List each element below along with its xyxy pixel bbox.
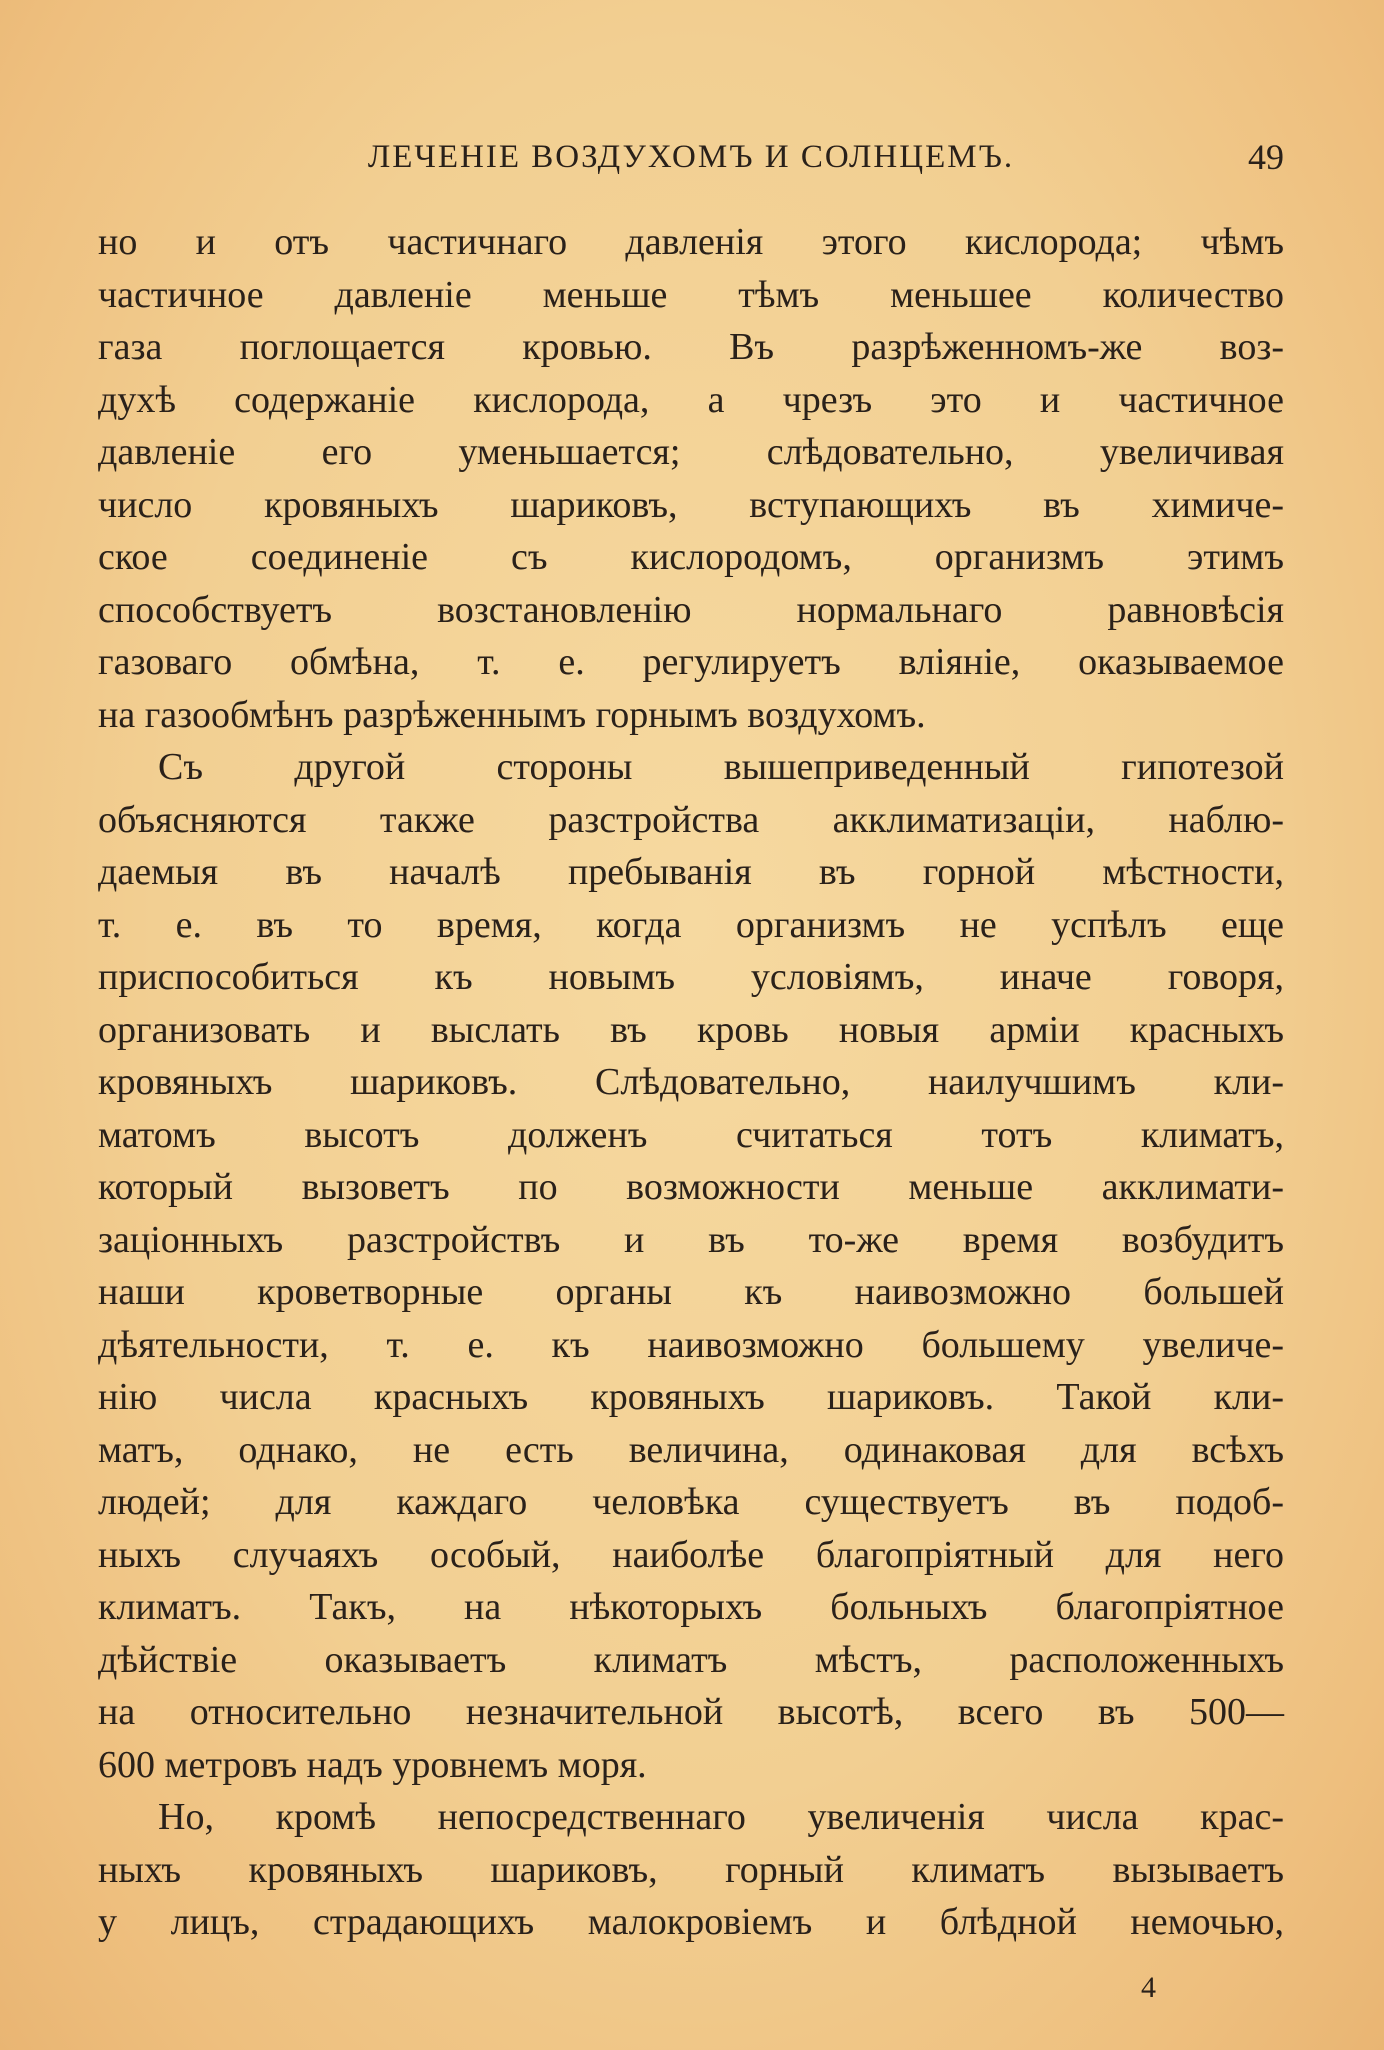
text-line: организовать и выслать въ кровь новыя арміи красныхъ [98,1008,1284,1051]
text-line: ныхъ случаяхъ особый, наиболѣе благопріятный для него [98,1533,1284,1576]
text-line: т. е. въ то время, когда организмъ не успѣлъ еще [98,903,1284,946]
text-line: Но, кромѣ непосредственнаго увеличенія числа крас- [158,1796,1284,1838]
running-title: ЛЕЧЕНІЕ ВОЗДУХОМЪ И СОЛНЦЕМЪ. [367,139,1015,175]
text-line: на относительно незначительной высотѣ, всего въ 500— [98,1691,1284,1733]
text-line: который вызоветъ по возможности меньше акклимати- [98,1166,1284,1208]
page-number: 49 [1248,137,1284,177]
text-line: ское соединеніе съ кислородомъ, организмъ этимъ [98,536,1284,578]
text-line: матъ, однако, не есть величина, одинаковая для всѣхъ [98,1428,1284,1471]
text-line: 600 метровъ надъ уровнемъ моря. [98,1743,647,1786]
body-text [98,216,1284,1949]
text-line: давленіе его уменьшается; слѣдовательно, увеличивая [98,431,1284,473]
paragraph [98,1791,1284,1949]
text-line: матомъ высотъ долженъ считаться тотъ климатъ, [98,1113,1284,1156]
text-line: ныхъ кровяныхъ шариковъ, горный климатъ вызываетъ [98,1848,1284,1891]
text-line: Съ другой стороны вышеприведенный гипотезой [158,746,1284,788]
text-line: даемыя въ началѣ пребыванія въ горной мѣстности, [98,851,1284,893]
text-line: наши кроветворные органы къ наивозможно большей [98,1271,1284,1313]
text-line: климатъ. Такъ, на нѣкоторыхъ больныхъ благопріятное [98,1586,1284,1628]
text-line: на газообмѣнъ разрѣженнымъ горнымъ воздухомъ. [98,693,926,736]
text-line: у лицъ, страдающихъ малокровіемъ и блѣдной немочью, [98,1901,1284,1943]
text-line: число кровяныхъ шариковъ, вступающихъ въ химиче- [98,483,1284,526]
text-line: дѣйствіе оказываетъ климатъ мѣстъ, расположенныхъ [98,1638,1284,1681]
text-line: нію числа красныхъ кровяныхъ шариковъ. Такой кли- [98,1376,1284,1418]
text-line: дѣятельности, т. е. къ наивозможно большему увеличе- [98,1323,1284,1366]
text-line: заціонныхъ разстройствъ и въ то-же время возбудитъ [98,1218,1284,1261]
signature-mark: 4 [1141,1971,1156,2004]
text-line: частичное давленіе меньше тѣмъ меньшее количество [98,273,1284,316]
running-head [98,132,1284,182]
text-line: духѣ содержаніе кислорода, а чрезъ это и частичное [98,378,1284,421]
text-line: кровяныхъ шариковъ. Слѣдовательно, наилучшимъ кли- [98,1061,1284,1103]
text-line: способствуетъ возстановленію нормальнаго равновѣсія [98,588,1284,631]
paragraph [98,216,1284,741]
text-line: газоваго обмѣна, т. е. регулируетъ вліяніе, оказываемое [98,641,1284,683]
paragraph [98,741,1284,1791]
text-line: людей; для каждаго человѣка существуетъ въ подоб- [98,1481,1284,1523]
text-line: газа поглощается кровью. Въ разрѣженномъ-же воз- [98,326,1284,368]
text-line: приспособиться къ новымъ условіямъ, иначе говоря, [98,956,1284,998]
text-line: объясняются также разстройства акклиматизаціи, наблю- [98,798,1284,841]
text-line: но и отъ частичнаго давленія этого кислорода; чѣмъ [98,221,1284,263]
